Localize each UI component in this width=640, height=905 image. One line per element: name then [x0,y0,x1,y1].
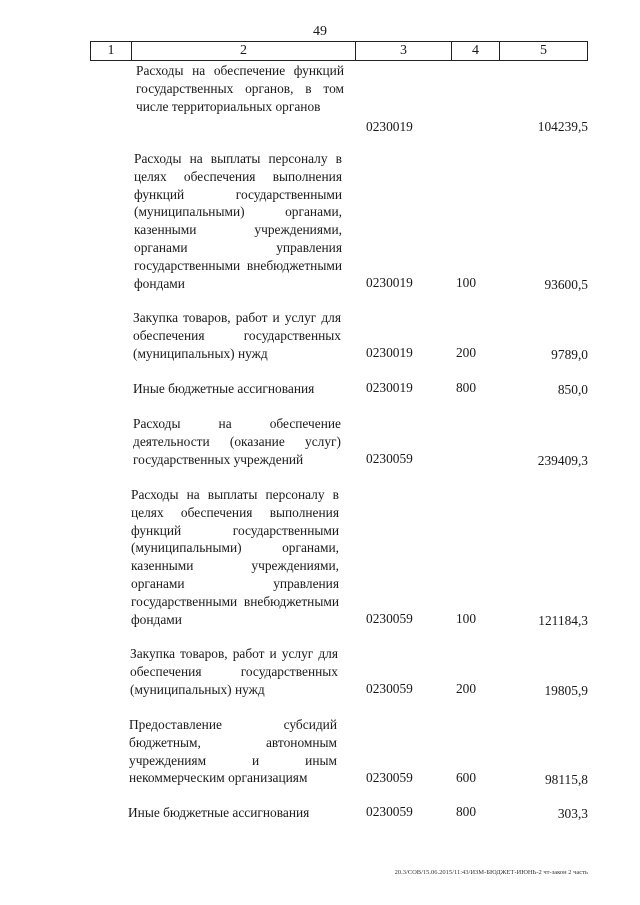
column-header-4: 4 [452,42,500,60]
row-amount: 121184,3 [538,613,588,628]
row-code: 0230059 [366,804,413,819]
row-code: 0230059 [366,770,413,785]
row-code: 0230059 [366,451,413,466]
row-amount: 239409,3 [537,453,588,468]
row-type: 800 [455,804,477,819]
row-code: 0230019 [366,275,413,290]
row-type: 100 [455,275,477,290]
row-type: 600 [455,770,477,785]
row-type: 200 [455,345,477,360]
row-amount: 104239,5 [537,119,588,134]
row-description: Закупка товаров, работ и услуг для обеспечения государственных (муниципальных) нужд [133,310,341,361]
row-amount: 850,0 [557,382,588,397]
row-type: 100 [455,611,477,626]
table-header [90,41,588,61]
row-amount: 98115,8 [544,772,588,787]
row-description: Иные бюджетные ассигнования [133,381,315,396]
row-amount: 303,3 [557,806,588,821]
column-header-1: 1 [91,42,132,60]
row-amount: 19805,9 [544,683,588,698]
row-amount: 9789,0 [551,347,588,362]
row-code: 0230059 [366,681,413,696]
footer-document-id: 20.3/СОВ/15.06.2015/11:43/ИЗМ-БЮДЖЕТ-ИЮНЬ-2 чт-закон 2 часть [394,869,588,876]
column-header-2: 2 [132,42,356,60]
row-description: Расходы на выплаты персоналу в целях обеспечения выполнения функций государственными (муниципальными) органами, казенными учреждениями, органами управления государственными внебюджетными фондами [131,487,339,627]
row-type: 800 [455,380,477,395]
row-description: Расходы на обеспечение функций государственных органов, в том числе территориальных органов [136,63,344,114]
row-type: 200 [455,681,477,696]
column-header-5: 5 [540,43,547,58]
row-description: Закупка товаров, работ и услуг для обеспечения государственных (муниципальных) нужд [130,646,338,697]
row-amount: 93600,5 [544,277,588,292]
column-header-3: 3 [356,42,452,60]
row-description: Расходы на выплаты персоналу в целях обеспечения выполнения функций государственными (муниципальными) органами, казенными учреждениями, органами управления государственными внебюджетными фондами [134,151,342,291]
row-code: 0230019 [366,119,413,134]
page-number: 49 [313,24,327,39]
row-description: Предоставление субсидий бюджетным, автономным учреждениям и иным некоммерческим организациям [129,717,337,786]
row-code: 0230019 [366,380,413,395]
row-description: Расходы на обеспечение деятельности (оказание услуг) государственных учреждений [133,416,341,467]
row-code: 0230019 [366,345,413,360]
row-description: Иные бюджетные ассигнования [128,805,310,820]
row-code: 0230059 [366,611,413,626]
